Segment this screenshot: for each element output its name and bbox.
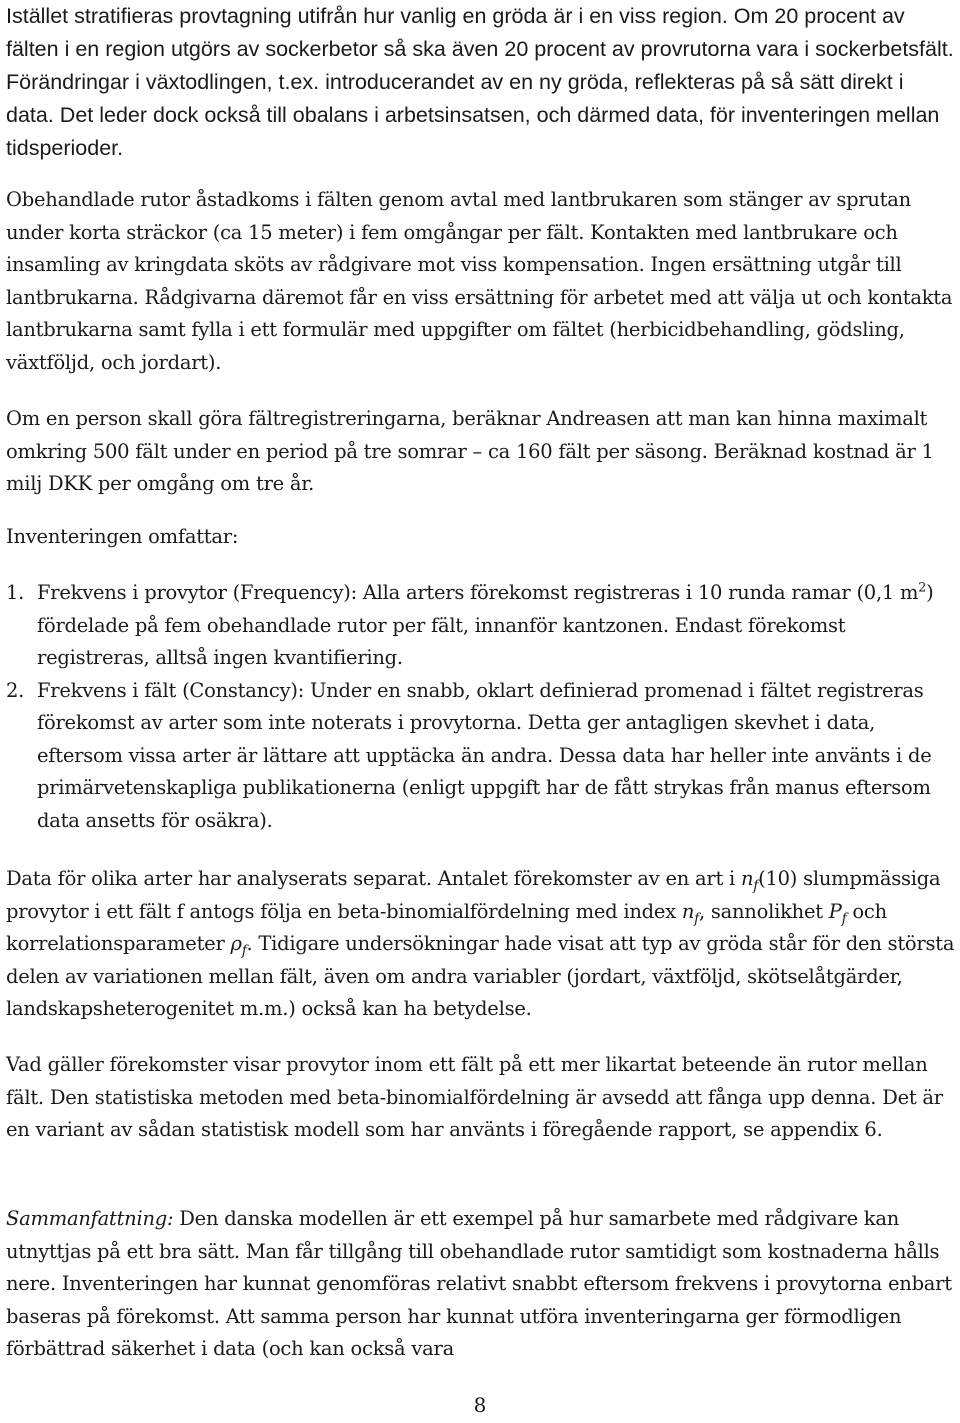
list-item-text: Frekvens i provytor (Frequency): Alla arters förekomst registreras i 10 runda ramar (0,1 m (37, 581, 919, 604)
p-subscript: f (841, 910, 847, 927)
summary-label: Sammanfattning: (6, 1207, 174, 1230)
summary-text: Den danska modellen är ett exempel på hur samarbete med rådgivare kan utnyttjas på ett bra sätt. Man får tillgång till obehandlade rutor samtidigt som kostnaderna hålls nere. Inventeringen har kunnat genomföras relativt snabbt eftersom frekvens i provytorna enbart baseras på förekomst. Att samma person har kunnat utföra inventeringarna ger förmodligen förbättrad säkerhet i data (och kan också vara (6, 1207, 952, 1360)
analysis-text-5: . Tidigare undersökningar hade visat att typ av gröda står för den största delen av variationen mellan fält, även om andra variabler (jordart, växtföljd, skötselåtgärder, landskapsheterogenitet m.m.) också kan ha betydelse. (6, 932, 955, 1020)
untreated-plots-paragraph: Obehandlade rutor åstadkoms i fälten genom avtal med lantbrukaren som stänger av sprutan under korta sträckor (ca 15 meter) i fem omgångar per fält. Kontakten med lantbrukare och insamling av kringdata sköts av rådgivare mot viss kompensation. Ingen ersättning utgår till lantbrukarna. Rådgivarna däremot får en viss ersättning för arbetet med att välja ut och kontakta lantbrukarna samt fylla i ett formulär med uppgifter om fältet (herbicidbehandling, gödsling, växtföljd, och jordart). (6, 188, 953, 374)
summary-paragraph (6, 1203, 956, 1366)
list-item-text: Frekvens i fält (Constancy): Under en snabb, oklart definierad promenad i fältet registreras förekomst av arter som inte noterats i provytorna. Detta ger antagligen skevhet i data, eftersom vissa arter är lättare att upptäcka än andra. Dessa data har heller inte använts i de primärvetenskapliga publikationerna (enligt uppgift har de fått strykas från manus eftersom data ansetts för osäkra). (37, 678, 932, 832)
page-number: 8 (473, 1393, 487, 1417)
analysis-text-4: och korrelationsparameter (6, 899, 887, 955)
n-symbol: n (740, 867, 754, 890)
analysis-text-1: Data för olika arter har analyserats separat. Antalet förekomster av en art i (6, 867, 741, 890)
field-registration-paragraph: Om en person skall göra fältregistreringarna, beräknar Andreasen att man kan hinna maximalt omkring 500 fält under en period på tre somrar – ca 160 fält per säsong. Beräknad kostnad är 1 milj DKK per omgång om tre år. (6, 407, 934, 495)
inventory-heading: Inventeringen omfattar: (6, 525, 239, 548)
intro-paragraph: Istället stratifieras provtagning utifrån hur vanlig en gröda är i en viss region. Om 20 procent av fälten i en region utgörs av sockerbetor så ska även 20 procent av provrutorna vara i sockerbetsfält. Förändringar i växtodlingen, t.ex. introducerandet av en ny gröda, reflekteras på så sätt direkt i data. Det leder dock också till obalans i arbetsinsatsen, och därmed data, för inventeringen mellan tidsperioder. (6, 4, 954, 160)
occurrence-paragraph: Vad gäller förekomster visar provytor inom ett fält på ett mer likartat beteende än rutor mellan fält. Den statistiska metoden med beta-binomialfördelning är avsedd att fånga upp denna. Det är en variant av sådan statistisk modell som har använts i föregående rapport, se appendix 6. (6, 1053, 943, 1141)
index-symbol: n (681, 899, 695, 923)
list-item (6, 675, 956, 838)
rho-symbol: ρ (230, 932, 242, 955)
p-symbol: P (828, 899, 842, 923)
analysis-text-2: (10) slumpmässiga provytor i ett fält f antogs följa en beta-binomialfördelning med index (6, 867, 941, 923)
list-item-number: 1. (6, 581, 25, 604)
index-subscript: f (694, 910, 699, 927)
list-item-number: 2. (6, 678, 25, 702)
superscript: 2 (918, 579, 927, 595)
rho-subscript: f (241, 942, 247, 959)
n-subscript: f (753, 877, 759, 894)
analysis-paragraph (6, 863, 956, 1026)
inventory-list (6, 577, 956, 837)
analysis-text-3: , sannolikhet (698, 899, 829, 923)
list-item-text-continued: ) fördelade på fem obehandlade rutor per fält, innanför kantzonen. Endast förekomst registreras, alltså ingen kvantifiering. (37, 581, 934, 669)
list-item (6, 577, 956, 675)
